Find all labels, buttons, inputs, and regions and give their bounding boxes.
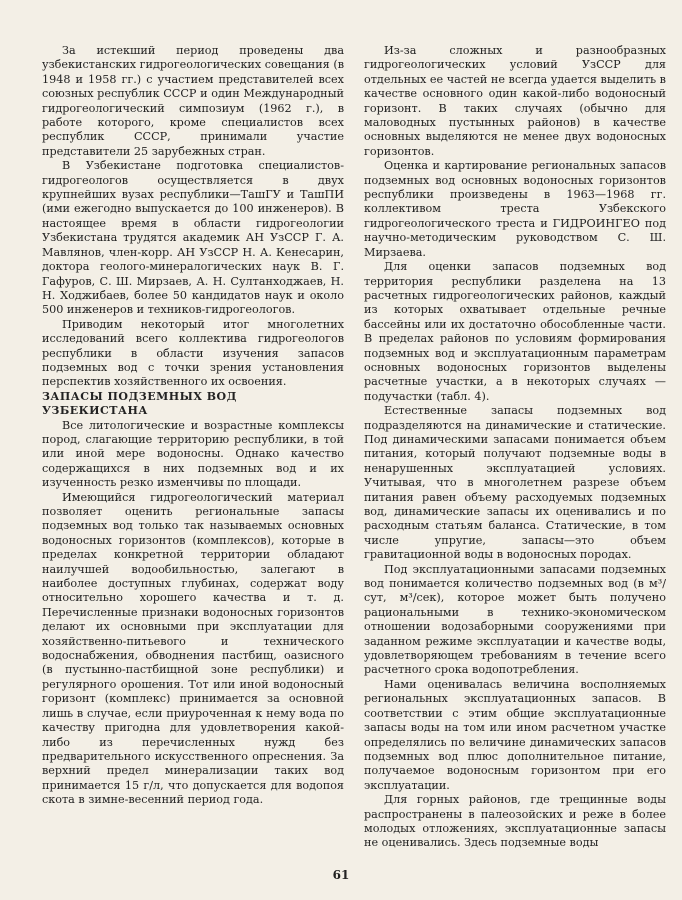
right-column [364, 44, 666, 851]
paragraph: Естественные запасы подземных вод подразделяются на динамические и статические. Под динамическими запасами понимается объем питания, который получают подземные воды в ненарушенных эксплуатацией условиях. Учитывая, что в многолетнем разрезе объем питания равен объему расходуемых подземных вод, динамические запасы их оценивались и по расходным статьям баланса. Статические, в том числе упругие, запасы—это объем гравитационной воды в водоносных породах. [364, 404, 666, 562]
paragraph: Приводим некоторый итог многолетних исследований всего коллектива гидрогеологов республики в области изучения запасов подземных вод с точки зрения установления перспектив хозяйственного их освоения. [42, 317, 344, 389]
paragraph: Имеющийся гидрогеологический материал позволяет оценить региональные запасы подземных вод только так называемых основных водоносных горизонтов (комплексов), которые в пределах конкретной территории обладают наилучшей водообильностью, залегают в наиболее доступных глубинах, содержат воду относительно хорошего качества и т. д. Перечисленные признаки водоносных горизонтов делают их основными при эксплуатации для хозяйственно-питьевого и технического водоснабжения, обводнения пастбищ, оазисного (в пустынно-пастбищной зоне республики) и регулярного орошения. Тот или иной водоносный горизонт (комплекс) принимается за основной лишь в случае, если приуроченная к нему вода по качеству пригодна для удовлетворения какой-либо из перечисленных нужд без предварительного искусственного опреснения. За верхний предел минерализации таких вод принимается 15 г/л, что допускается для водопоя скота в зимне-весенний период года. [42, 490, 344, 807]
paragraph: Для оценки запасов подземных вод территория республики разделена на 13 расчетных гидрогеологических районов, каждый из которых охватывает отдельные речные бассейны или их достаточно обособленные части. В пределах районов по условиям формирования подземных вод и эксплуатационным параметрам основных водоносных горизонтов выделены расчетные участки, а в некоторых случаях — подучастки (табл. 4). [364, 260, 666, 403]
page-number: 61 [332, 868, 350, 882]
section-heading: ЗАПАСЫ ПОДЗЕМНЫХ ВОД УЗБЕКИСТАНА [42, 389, 237, 418]
paragraph: Для горных районов, где трещинные воды распространены в палеозойских и реже в более молодых отложениях, эксплуатационные запасы не оценивались. Здесь подземные воды [364, 793, 666, 850]
paragraph: В Узбекистане подготовка специалистов-гидрогеологов осуществляется в двух крупнейших вузах республики—ТашГУ и ТашПИ (ими ежегодно выпускается до 100 инженеров). В настоящее время в области гидрогеологии Узбекистана трудятся академик АН УзССР Г. А. Мавлянов, член-корр. АН УзССР Н. А. Кенесарин, доктора геолого-минералогических наук В. Г. Гафуров, С. Ш. Мирзаев, А. Н. Султанходжаев, Н. Н. Ходжибаев, более 50 кандидатов наук и около 500 инженеров и техников-гидрогеологов. [42, 159, 344, 317]
paragraph: Оценка и картирование региональных запасов подземных вод основных водоносных горизонтов республики произведены в 1963—1968 гг. коллективом треста Узбекского гидрогеологического треста и ГИДРОИНГЕО под научно-методическим руководством С. Ш. Мирзаева. [364, 159, 666, 259]
left-column [42, 44, 344, 808]
paragraph: Нами оценивалась величина восполняемых региональных эксплуатационных запасов. В соответствии с этим общие эксплуатационные запасы воды на том или ином расчетном участке определялись по величине динамических запасов подземных вод плюс дополнительное питание, получаемое водоносным горизонтом при его эксплуатации. [364, 677, 666, 792]
paragraph: Под эксплуатационными запасами подземных вод понимается количество подземных вод (в м³/сут, м³/сек), которое может быть получено рациональными в технико-экономическом отношении водозаборными сооружениями при заданном режиме эксплуатации и качестве воды, удовлетворяющем требованиям в течение всего расчетного срока водопотребления. [364, 562, 666, 677]
paragraph: Из-за сложных и разнообразных гидрогеологических условий УзССР для отдельных ее частей не всегда удается выделить в качестве основного один какой-либо водоносный горизонт. В таких случаях (обычно для маловодных пустынных районов) в качестве основных выделяются не менее двух водоносных горизонтов. [364, 44, 666, 158]
paragraph: За истекший период проведены два узбекистанских гидрогеологических совещания (в 1948 и 1958 гг.) с участием представителей всех союзных республик СССР и один Международный гидрогеологический симпозиум (1962 г.), в работе которого, кроме специалистов всех республик СССР, принимали участие представители 25 зарубежных стран. [42, 44, 344, 158]
paragraph: Все литологические и возрастные комплексы пород, слагающие территорию республики, в той или иной мере водоносны. Однако качество содержащихся в них подземных вод и их изученность резко изменчивы по площади. [42, 418, 344, 490]
